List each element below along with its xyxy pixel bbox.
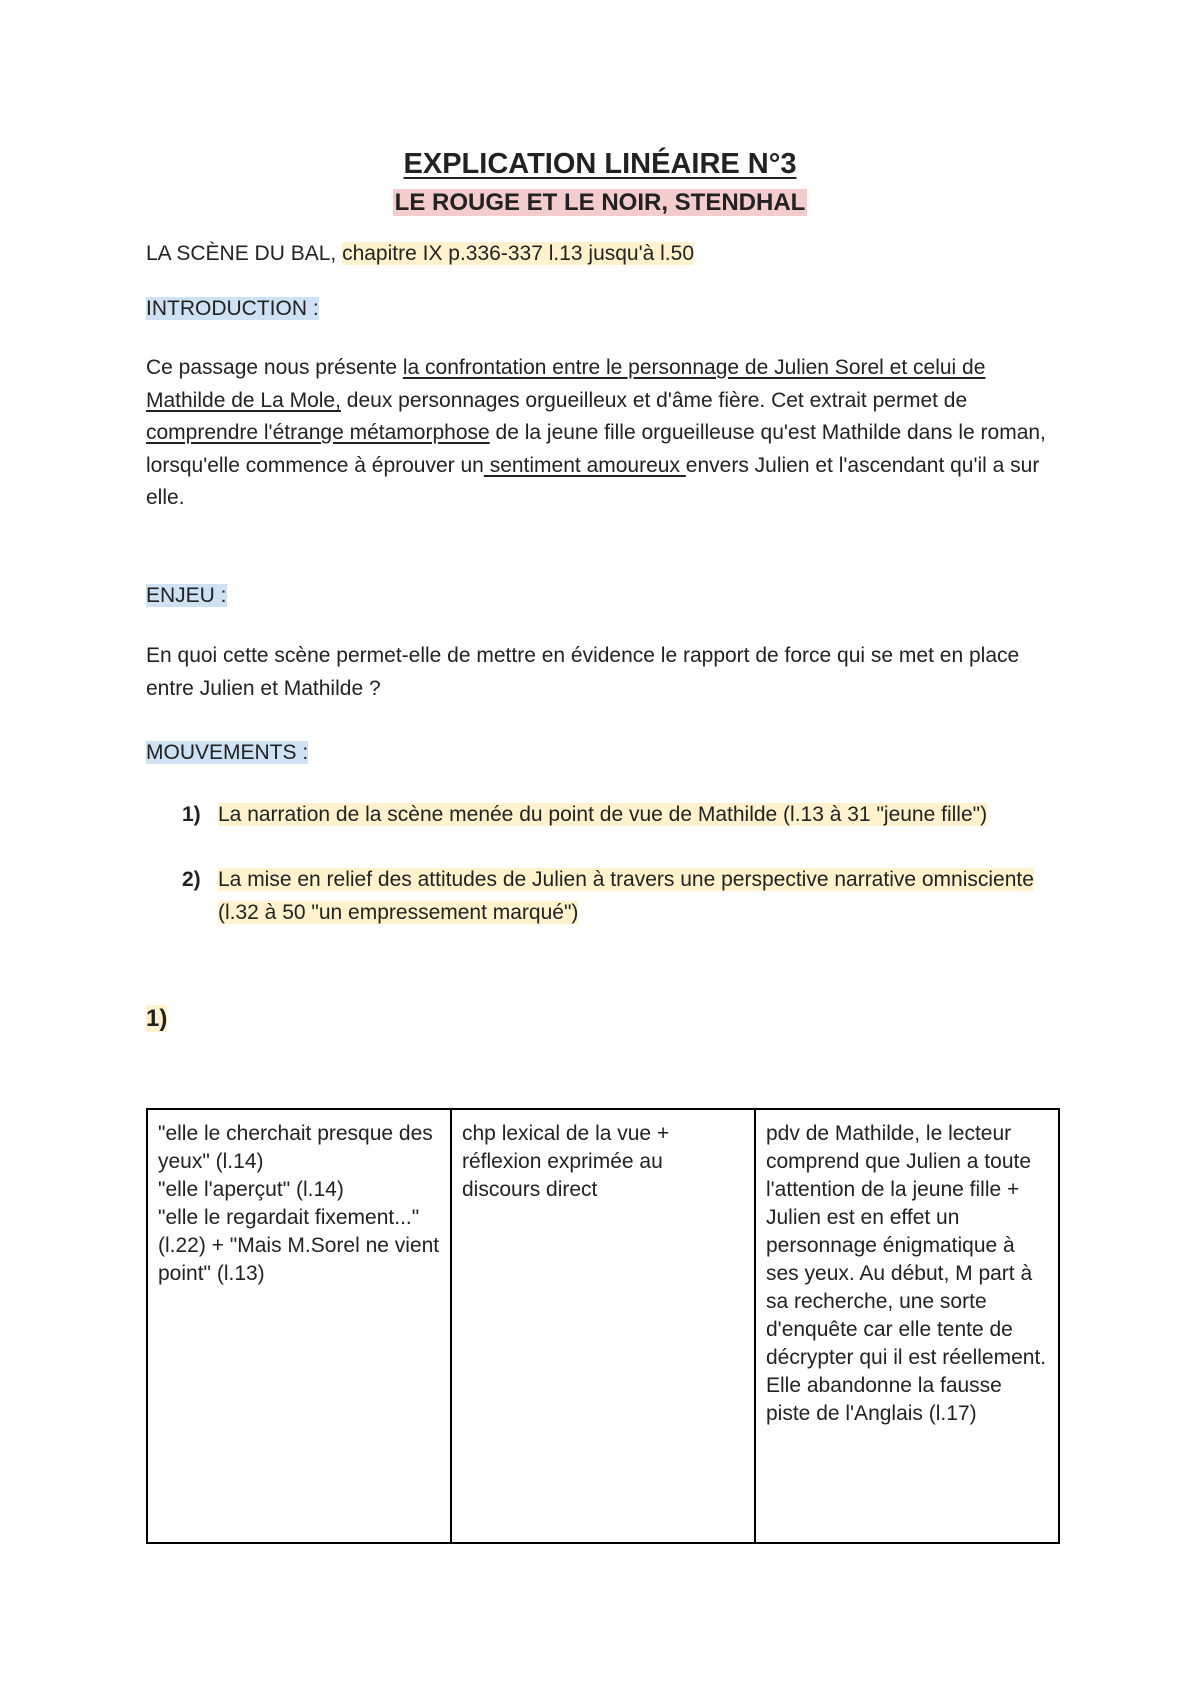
underline-confrontation: la confrontation entre le personnage de Julien Sorel et celui de Mathilde de La Mole, — [146, 356, 986, 412]
scene-reference: chapitre IX p.336-337 l.13 jusqu'à l.50 — [342, 242, 694, 265]
table-cell-process: chp lexical de la vue + réflexion exprimée au discours direct — [451, 1109, 755, 1543]
table-row — [147, 1109, 1059, 1543]
document-title: EXPLICATION LINÉAIRE N°3 — [403, 148, 797, 180]
scene-line — [146, 238, 1066, 271]
table-cell-quotes: "elle le cherchait presque des yeux" (l.14) "elle l'aperçut" (l.14) "elle le regardait fixement..." (l.22) + "Mais M.Sorel ne vient point" (l.13) — [147, 1109, 451, 1543]
underline-metamorphose: comprendre l'étrange métamorphose — [146, 421, 490, 444]
scene-label: LA SCÈNE DU BAL, — [146, 242, 343, 265]
mouvement-item-2: 2) La mise en relief des attitudes de Julien à travers une perspective narrative omnisciente (l.32 à 50 "un empressement marqué") — [182, 868, 1034, 924]
underline-sentiment: sentiment amoureux — [483, 453, 686, 477]
table-cell-interpretation: pdv de Mathilde, le lecteur comprend que Julien a toute l'attention de la jeune fille + Julien est en effet un personnage énigmatique à ses yeux. Au début, M part à sa recherche, une sorte d'enquête car elle tente de décrypter qui il est réellement. Elle abandonne la fausse piste de l'Anglais (l.17) — [755, 1109, 1059, 1543]
enjeu-question: En quoi cette scène permet-elle de mettre en évidence le rapport de force qui se met en place entre Julien et Mathilde ? — [146, 644, 1020, 700]
introduction-paragraph: Ce passage nous présente la confrontation entre le personnage de Julien Sorel et celui de Mathilde de La Mole, deux personnages orgueilleux et d'âme fière. Cet extrait permet de comprendre l'étrange métamorphose de la jeune fille orgueilleuse qu'est Mathilde dans le roman, lorsqu'elle commence à éprouver un sentiment amoureux envers Julien et l'ascendant qu'il a sur elle. — [146, 356, 1046, 509]
mouvements-heading: MOUVEMENTS : — [146, 741, 309, 764]
enjeu-heading: ENJEU : — [146, 584, 227, 607]
introduction-heading: INTRODUCTION : — [146, 297, 319, 320]
mouvement-item-1: 1) La narration de la scène menée du point de vue de Mathilde (l.13 à 31 "jeune fille") — [182, 803, 988, 826]
analysis-table — [146, 1108, 1060, 1544]
document-subtitle: LE ROUGE ET LE NOIR, STENDHAL — [394, 189, 806, 216]
section-heading: 1) — [146, 1005, 168, 1032]
